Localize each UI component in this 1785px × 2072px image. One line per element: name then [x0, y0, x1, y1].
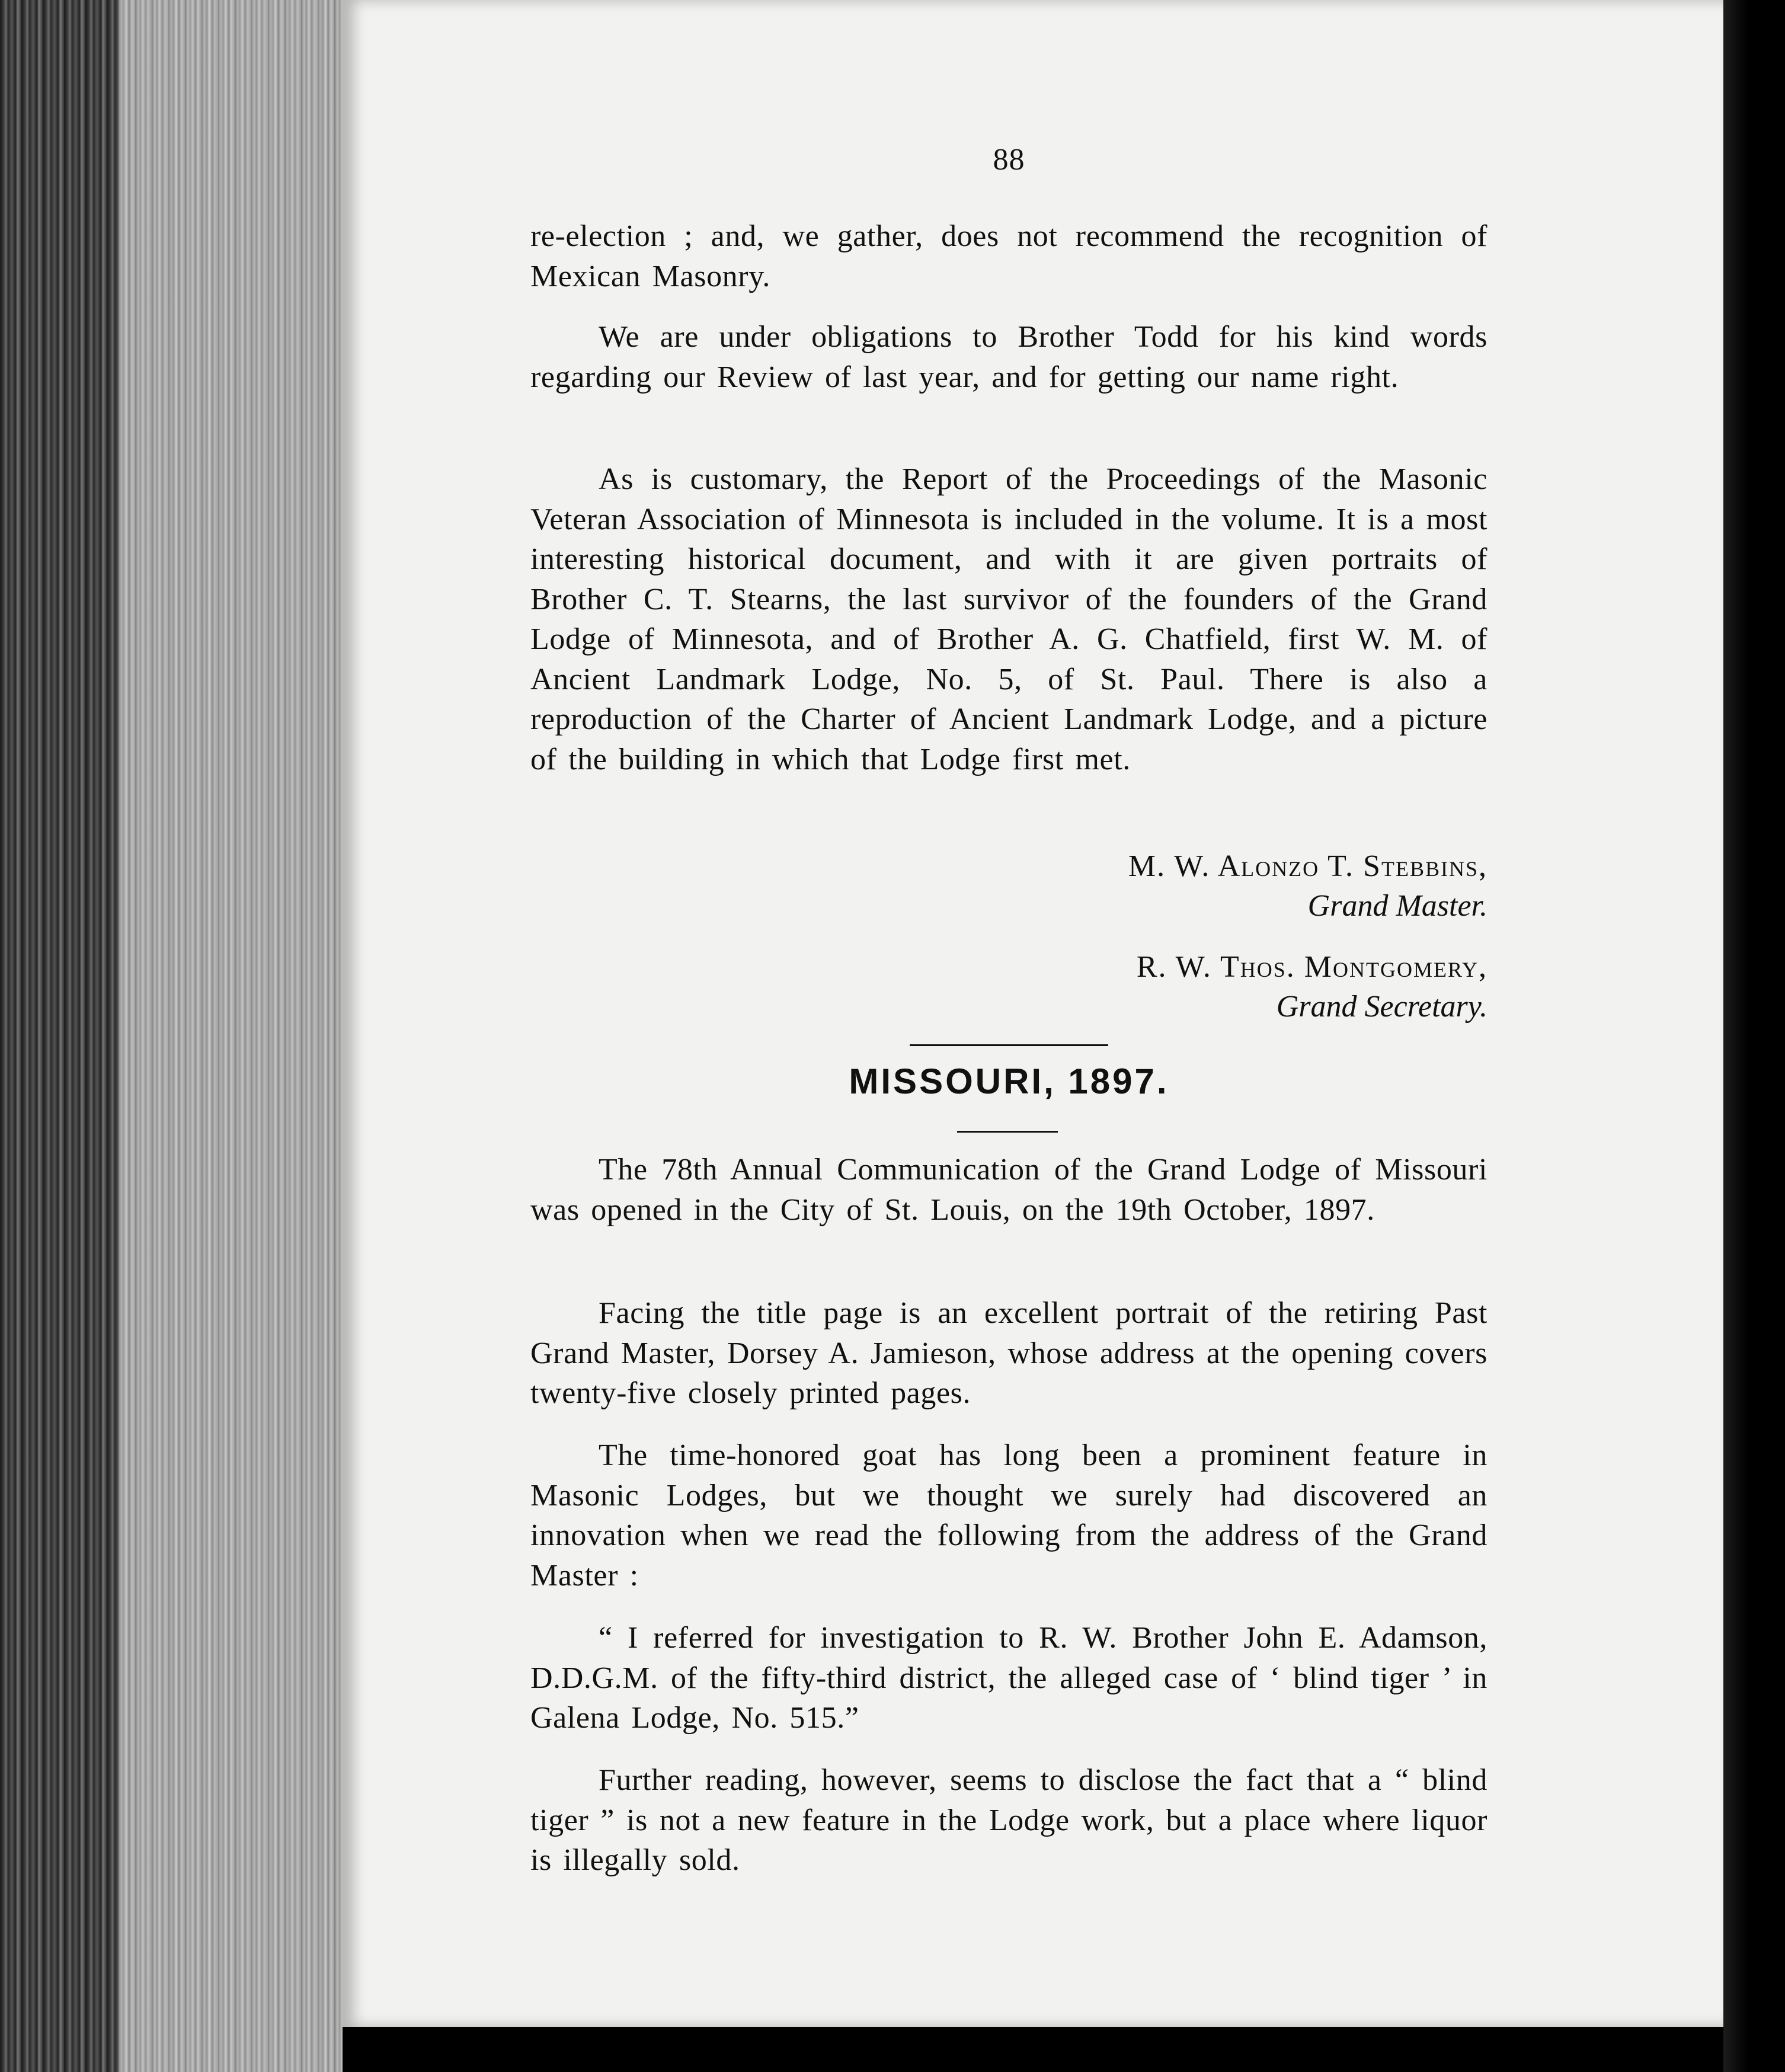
signature-grand-secretary — [1137, 947, 1488, 1027]
paragraph-reelection: re-election ; and, we gather, does not recommend the recognition of Mexican Masonry. — [530, 219, 1488, 293]
paragraph-blind-tiger: Further reading, however, seems to disclose the fact that a “ blind tiger ” is not a new feature in the Lodge work, but a place where liquor is illegally sold. — [530, 1763, 1488, 1877]
paragraph-proceedings: As is customary, the Report of the Proceedings of the Masonic Veteran Association of Minnesota is included in the volume. It is a most interesting historical document, and with it are given portraits of Brother C. T. Stearns, the last survivor of the founders of the Grand Lodge of Minnesota, and of Brother A. G. Chatfield, first W. M. of Ancient Landmark Lodge, No. 5, of St. Paul. There is also a reproduction of the Charter of Ancient Landmark Lodge, and a picture of the building in which that Lodge first met. — [530, 462, 1488, 776]
paragraph-quotation: “ I referred for investigation to R. W. Brother John E. Adamson, D.D.G.M. of the fifty-third district, the alleged case of ‘ blind tiger ’ in Galena Lodge, No. 515.” — [530, 1621, 1488, 1735]
signature-title: Grand Master. — [1307, 889, 1488, 923]
page-number: 88 — [993, 143, 1025, 177]
section-divider-bottom — [957, 1131, 1058, 1133]
signature-title: Grand Secretary. — [1276, 990, 1488, 1024]
signature-name: M. W. Alonzo T. Stebbins, — [1128, 849, 1488, 883]
paragraph-goat: The time-honored goat has long been a prominent feature in Masonic Lodges, but we thought we surely had discovered an innovation when we read the following from the address of the Grand Master : — [530, 1438, 1488, 1593]
bottom-border — [343, 2027, 1723, 2072]
paragraph-portrait: Facing the title page is an excellent portrait of the retiring Past Grand Master, Dorsey A. Jamieson, whose address at the opening covers twenty-five closely printed pages. — [530, 1296, 1488, 1410]
signature-grand-master — [1128, 846, 1488, 926]
section-heading: MISSOURI, 1897. — [849, 1061, 1169, 1101]
paragraph-obligations: We are under obligations to Brother Todd for his kind words regarding our Review of last year, and for getting our name right. — [530, 320, 1488, 394]
paragraph-communication: The 78th Annual Communication of the Grand Lodge of Missouri was opened in the City of St. Louis, on the 19th October, 1897. — [530, 1153, 1488, 1227]
page-edges-light — [119, 0, 350, 2072]
section-divider-top — [910, 1044, 1108, 1046]
signature-name: R. W. Thos. Montgomery, — [1136, 950, 1488, 984]
right-border — [1723, 0, 1785, 2072]
